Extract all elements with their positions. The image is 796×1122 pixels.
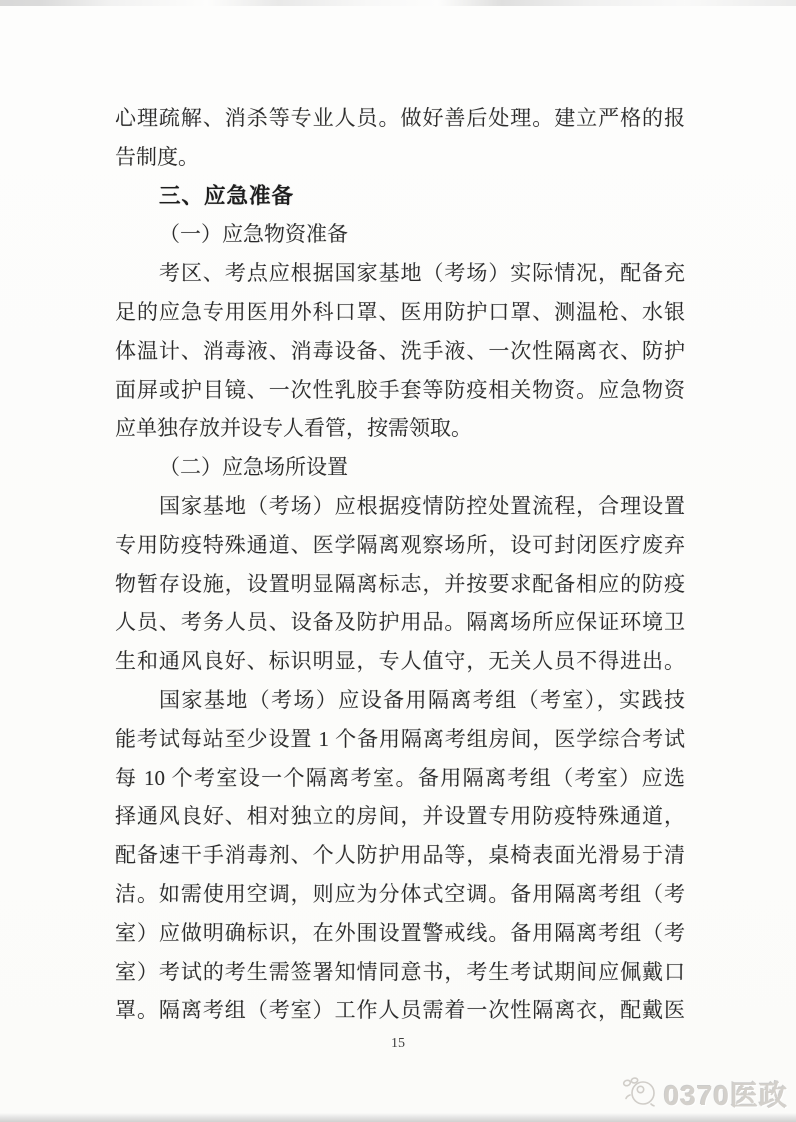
watermark-text: 0370医政 [663,1080,788,1111]
scan-artifact-top [0,0,796,6]
text-line: 国家基地（考场）应设备用隔离考组（考室），实践技 [159,687,685,712]
text-line: 心理疏解、消杀等专业人员。做好善后处理。建立严格的报 [115,106,685,130]
text-line: 配备速干手消毒剂、个人防护用品等，桌椅表面光滑易于清 [115,843,685,868]
content-column [115,99,685,1030]
text-line: 人员、考务人员、设备及防护用品。隔离场所应保证环境卫 [115,610,685,635]
text-line: 国家基地（考场）应根据疫情防控处置流程，合理设置 [159,493,685,518]
scan-artifact-bottom [0,1113,796,1122]
text-line: 洁。如需使用空调，则应为分体式空调。备用隔离考组（考 [115,881,685,906]
text-line: 足的应急专用医用外科口罩、医用防护口罩、测温枪、水银 [115,299,685,324]
section-heading: 三、应急准备 [159,183,295,208]
text-line: 体温计、消毒液、消毒设备、洗手液、一次性隔离衣、防护 [115,338,685,363]
text-line: 罩。隔离考组（考室）工作人员需着一次性隔离衣，配戴医 [115,998,685,1023]
watermark [617,1074,788,1114]
text-line: 生和通风良好、标识明显，专人值守，无关人员不得进出。 [115,649,685,674]
text-line: 面屏或护目镜、一次性乳胶手套等防疫相关物资。应急物资 [115,377,685,402]
subsection-heading: （二）应急场所设置 [159,455,348,480]
text-line: 室）考试的考生需签署知情同意书，考生考试期间应佩戴口 [115,959,685,984]
text-line: 每 10 个考室设一个隔离考室。备用隔离考组（考室）应选 [115,765,685,790]
subsection-heading: （一）应急物资准备 [159,222,348,247]
text-line: 择通风良好、相对独立的房间，并设置专用防疫特殊通道， [115,804,685,829]
page-number: 15 [391,1036,405,1051]
wechat-account-logo-icon [617,1075,659,1113]
text-line: 物暂存设施，设置明显隔离标志，并按要求配备相应的防疫 [115,571,685,596]
text-line: 考区、考点应根据国家基地（考场）实际情况，配备充 [159,261,685,286]
text-line: 能考试每站至少设置 1 个备用隔离考组房间，医学综合考试 [115,726,685,751]
text-line: 告制度。 [115,144,199,169]
text-line: 专用防疫特殊通道、医学隔离观察场所，设可封闭医疗废弃 [115,532,685,557]
text-line: 应单独存放并设专人看管，按需领取。 [115,416,472,441]
text-line: 室）应做明确标识，在外围设置警戒线。备用隔离考组（考 [115,920,685,945]
